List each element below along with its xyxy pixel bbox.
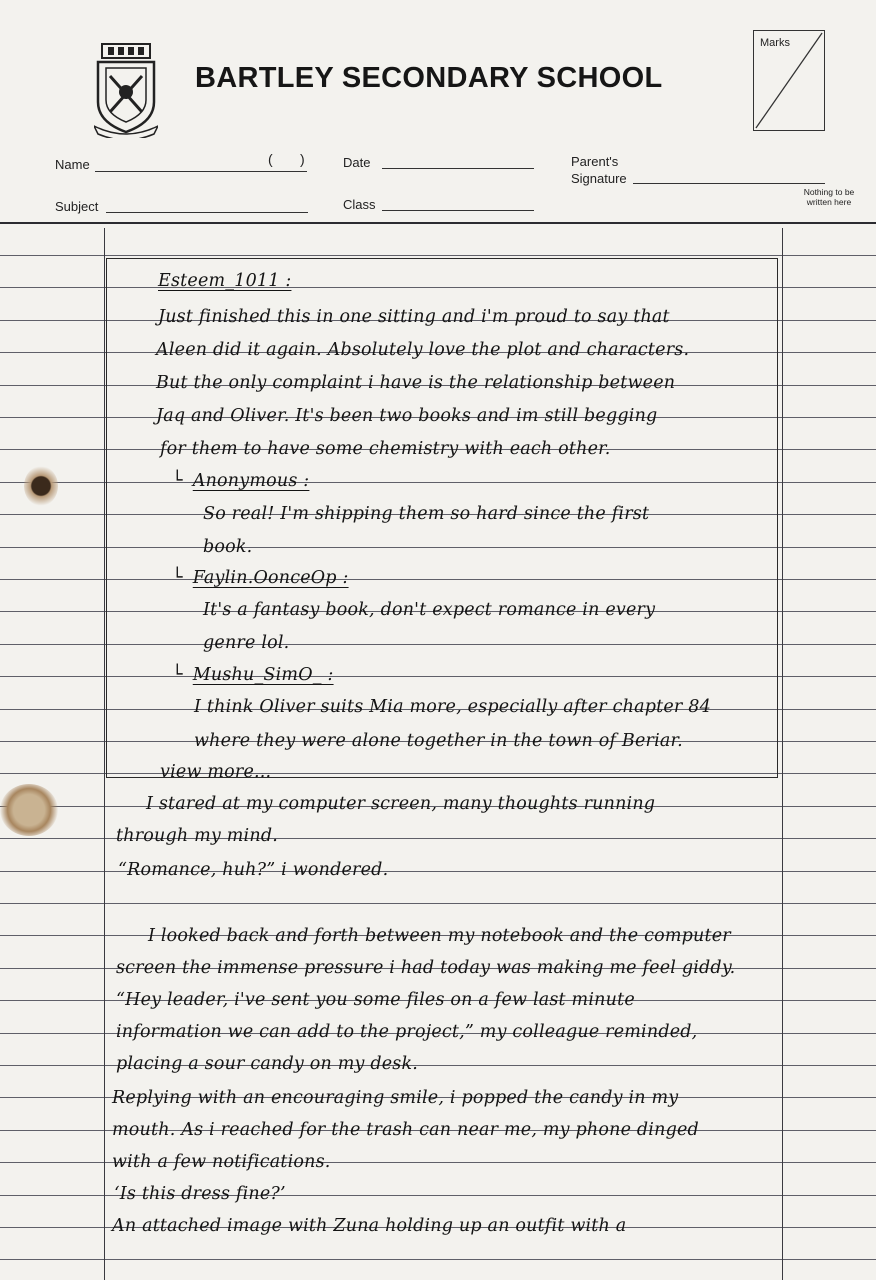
reply-arrow-icon: └ [172, 471, 183, 491]
reply-user [172, 665, 334, 685]
date-line [382, 168, 534, 169]
subject-line [106, 212, 308, 213]
reply-line: So real! I'm shipping them so hard since the first [203, 504, 650, 524]
story-line: I looked back and forth between my notebook and the computer [148, 926, 731, 946]
story-line: “Romance, huh?” i wondered. [118, 860, 389, 880]
comment-title: Esteem_1011 : [158, 271, 292, 291]
view-more-link: view more... [160, 762, 272, 782]
ruled-line [0, 1259, 876, 1260]
signature-line [633, 183, 825, 184]
reply-arrow-icon: └ [172, 568, 183, 588]
name-label: Name [55, 157, 90, 172]
left-margin-line [104, 228, 105, 1280]
comment-line: But the only complaint i have is the relationship between [156, 373, 676, 393]
story-line: mouth. As i reached for the trash can near me, my phone dinged [112, 1120, 699, 1140]
ruled-line [0, 903, 876, 904]
story-line: through my mind. [116, 826, 278, 846]
story-line: I stared at my computer screen, many thoughts running [146, 794, 656, 814]
class-line [382, 210, 534, 211]
right-margin-line [782, 228, 783, 1280]
reply-line: I think Oliver suits Mia more, especially after chapter 84 [194, 697, 711, 717]
paren-close: ) [300, 151, 305, 167]
name-line [95, 171, 307, 172]
comment-line: Aleen did it again. Absolutely love the plot and characters. [156, 340, 690, 360]
subject-label: Subject [55, 199, 99, 214]
story-line: An attached image with Zuna holding up an outfit with a [112, 1216, 627, 1236]
signature-label: Signature [571, 171, 627, 186]
story-line: “Hey leader, i've sent you some files on a few last minute [116, 990, 635, 1010]
story-line: placing a sour candy on my desk. [116, 1054, 419, 1074]
comment-line: Jaq and Oliver. It's been two books and im still begging [156, 406, 658, 426]
paper-stain [0, 784, 58, 836]
story-line: ‘Is this dress fine?’ [114, 1184, 286, 1204]
reply-line: It's a fantasy book, don't expect romance in every [203, 600, 656, 620]
marks-diagonal [754, 31, 824, 130]
reply-user [172, 471, 309, 491]
reply-line: where they were alone together in the town of Beriar. [194, 731, 683, 751]
marks-label: Marks [760, 37, 790, 49]
reply-username: Faylin.OonceOp : [192, 568, 349, 588]
parent-label: Parent's [571, 154, 619, 169]
story-line: with a few notifications. [112, 1152, 331, 1172]
story-line: Replying with an encouraging smile, i popped the candy in my [112, 1088, 679, 1108]
school-name: BARTLEY SECONDARY SCHOOL [195, 62, 663, 94]
class-label: Class [343, 197, 376, 212]
reply-line: genre lol. [203, 633, 290, 653]
ruled-line-top [0, 222, 876, 224]
reply-user [172, 568, 349, 588]
comment-line: for them to have some chemistry with each other. [160, 439, 611, 459]
nothing-to-be-written-note: Nothing to be written here [803, 187, 855, 207]
reply-username: Anonymous : [192, 471, 310, 491]
ruled-line [0, 255, 876, 256]
hole-stain [24, 466, 58, 506]
story-line: information we can add to the project,” my colleague reminded, [116, 1022, 698, 1042]
marks-box [753, 30, 825, 131]
reply-arrow-icon: └ [172, 665, 183, 685]
story-line: screen the immense pressure i had today was making me feel giddy. [116, 958, 736, 978]
comment-line: Just finished this in one sitting and i'm proud to say that [158, 307, 670, 327]
date-label: Date [343, 155, 371, 170]
school-crest-icon [94, 42, 158, 138]
reply-line: book. [203, 537, 253, 557]
paren-open: ( [268, 151, 273, 167]
reply-username: Mushu_SimO_ : [192, 665, 334, 685]
